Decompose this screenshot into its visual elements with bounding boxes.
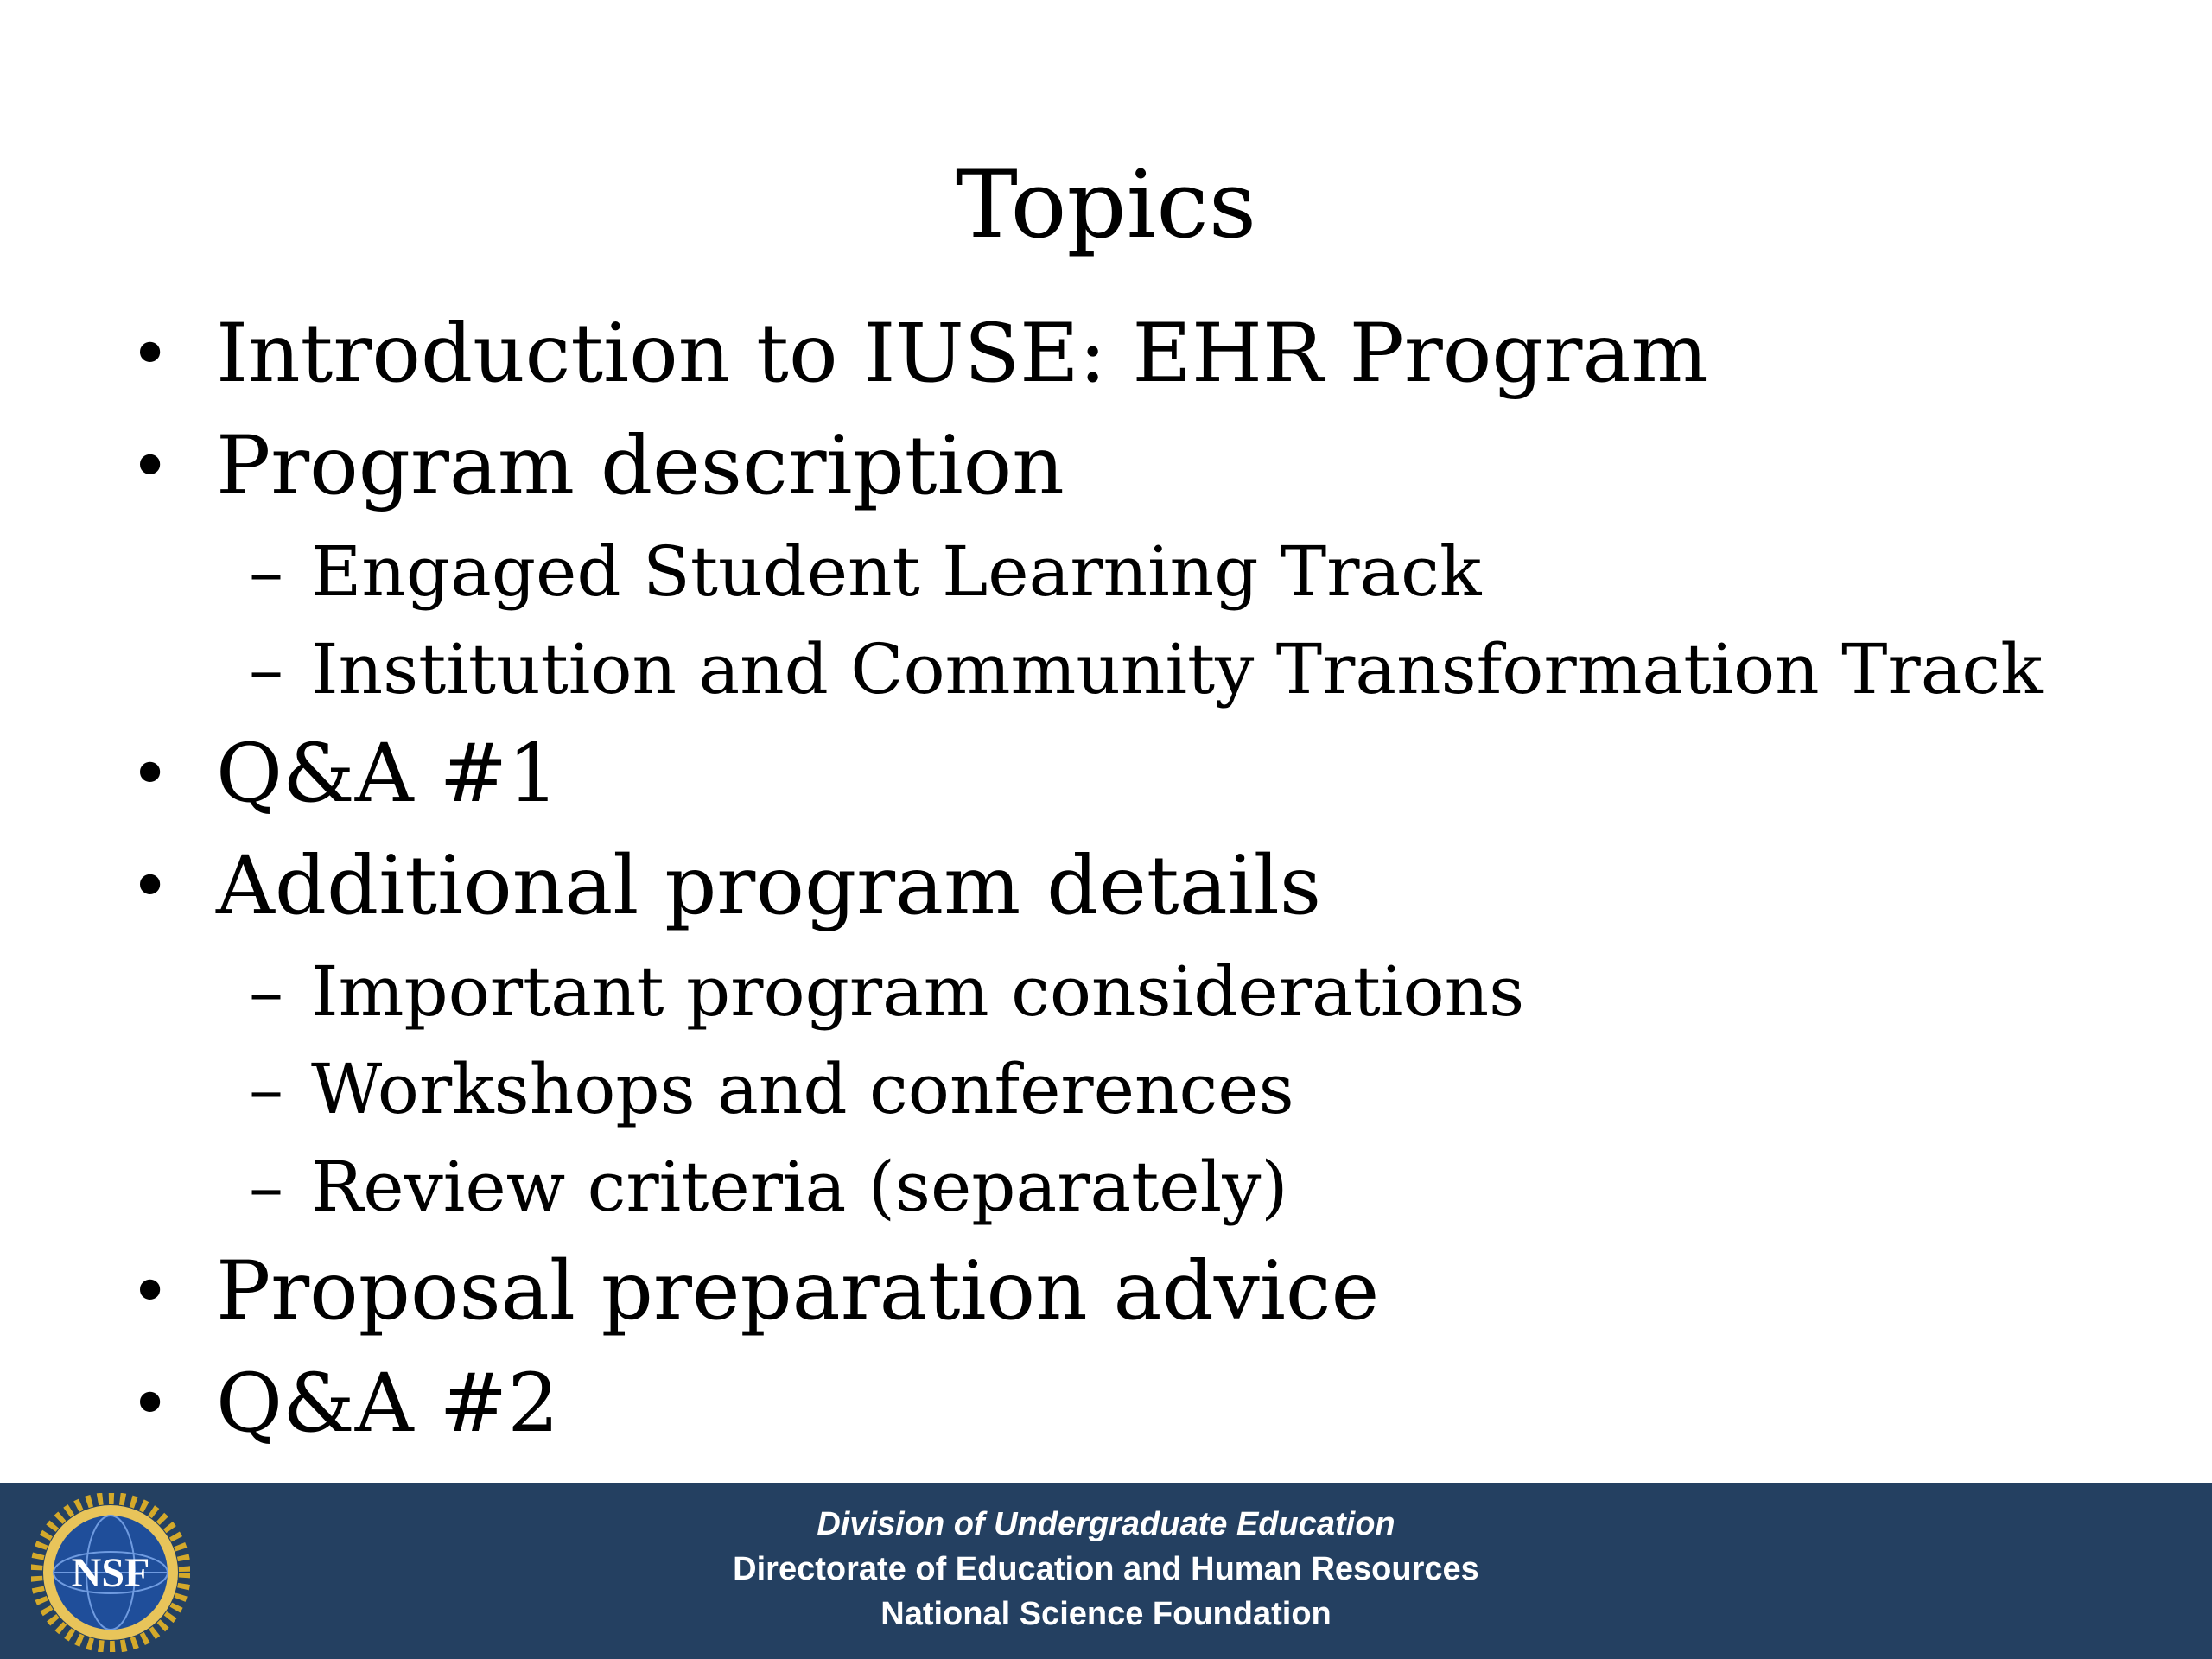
bullet-marker: • <box>130 846 171 926</box>
bullet-text: Program description <box>216 419 1065 513</box>
bullet-text: Q&A #1 <box>216 727 560 821</box>
logo-text: NSF <box>71 1550 150 1596</box>
sub-bullet-item <box>130 620 2186 718</box>
bullet-item <box>130 1236 2186 1348</box>
bullet-text: Proposal preparation advice <box>216 1244 1380 1338</box>
bullet-text: Introduction to IUSE: EHR Program <box>216 307 1708 401</box>
bullet-text: Additional program details <box>216 839 1322 933</box>
bullet-marker: • <box>130 734 171 814</box>
sub-bullet-text: Engaged Student Learning Track <box>311 531 1482 612</box>
sub-bullet-item <box>130 943 2186 1040</box>
dash-marker: – <box>249 531 283 612</box>
bullet-item <box>130 1348 2186 1460</box>
bullet-item <box>130 410 2186 523</box>
bullet-marker: • <box>130 314 171 394</box>
dash-marker: – <box>249 1049 283 1129</box>
dash-marker: – <box>249 629 283 709</box>
footer-bar <box>0 1483 2212 1659</box>
bullet-item <box>130 718 2186 830</box>
footer-foundation: National Science Foundation <box>880 1596 1332 1632</box>
sub-bullet-text: Workshops and conferences <box>311 1049 1294 1129</box>
footer-directorate: Directorate of Education and Human Resources <box>733 1551 1479 1587</box>
footer-division: Division of Undergraduate Education <box>817 1506 1395 1542</box>
bullet-marker: • <box>130 1363 171 1444</box>
footer-text-block <box>0 1502 2212 1637</box>
bullet-marker: • <box>130 1251 171 1332</box>
dash-marker: – <box>249 1147 283 1227</box>
bullet-text: Q&A #2 <box>216 1357 560 1451</box>
sub-bullet-text: Institution and Community Transformation Track <box>311 629 2043 709</box>
bullet-marker: • <box>130 426 171 506</box>
sub-bullet-item <box>130 523 2186 620</box>
slide-title: Topics <box>955 151 1257 259</box>
sub-bullet-text: Important program considerations <box>311 951 1525 1032</box>
bullet-item <box>130 830 2186 943</box>
sub-bullet-item <box>130 1040 2186 1138</box>
topics-list <box>130 298 2186 1460</box>
bullet-item <box>130 298 2186 410</box>
sub-bullet-item <box>130 1138 2186 1236</box>
dash-marker: – <box>249 951 283 1032</box>
sub-bullet-text: Review criteria (separately) <box>311 1147 1288 1227</box>
